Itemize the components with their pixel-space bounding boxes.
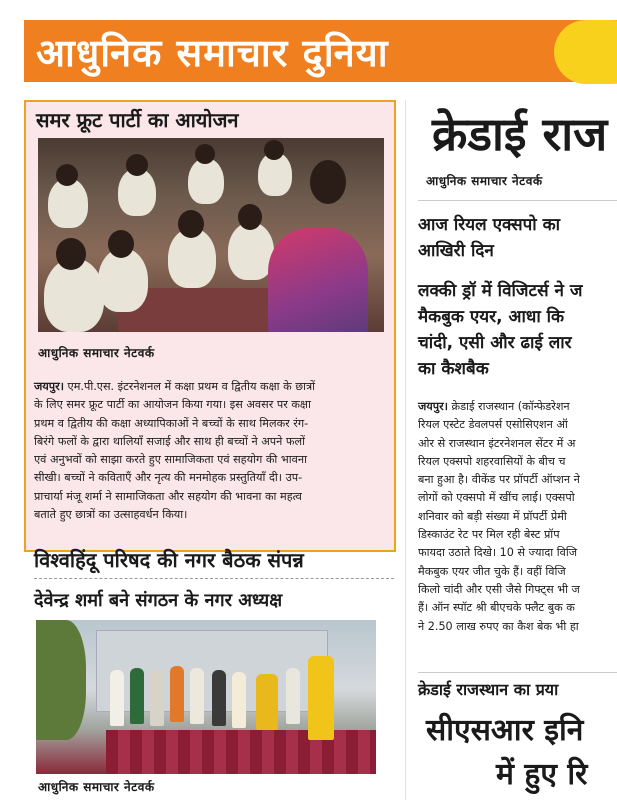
body-line: किलो चांदी और एसी जैसे गिफ्ट्स भी ज xyxy=(418,582,580,596)
body-line: एवं अनुभवों को साझा करते हुए सामाजिकता एवं सहयोग की भावना xyxy=(34,453,307,467)
body-line: रियल एस्टेट डेवलपर्स एसोसिएशन ऑ xyxy=(418,418,568,432)
body-line: ओर से राजस्थान इंटरनेशनल सेंटर में अ xyxy=(418,436,576,450)
body-line: सीखी। बच्चों ने कविताएँ और नृत्य की मनमोहक प्रस्तुतियाँ दी। उप- xyxy=(34,471,303,485)
dateline: जयपुर। xyxy=(418,400,448,413)
lucky-draw-headline xyxy=(418,278,617,382)
vhp-subhead: देवेन्द्र शर्मा बने संगठन के नगर अध्यक्ष xyxy=(34,590,283,611)
divider-rule xyxy=(34,578,394,579)
credai-next-headline: क्रेडाई राजस्थान का प्रया xyxy=(418,680,559,699)
masthead xyxy=(0,0,617,96)
headline-line: मैकबुक एयर, आधा कि xyxy=(418,307,565,327)
photo-child-head xyxy=(56,164,78,186)
headline-line: चांदी, एसी और ढाई लार xyxy=(418,333,572,353)
masthead-title: आधुनिक समाचार दुनिया xyxy=(36,31,389,75)
body-line: के लिए समर फ्रूट पार्टी का आयोजन किया गया। इस अवसर पर कक्षा xyxy=(34,398,311,412)
body-line: प्राचार्या मंजू शर्मा ने सामाजिकता और सहयोग की भावना का महत्व xyxy=(34,489,302,503)
summer-party-photo xyxy=(38,138,384,332)
credai-body xyxy=(418,398,617,636)
photo-child-head xyxy=(178,210,204,238)
body-line: ने 2.50 लाख रुपए का कैश बेक भी हा xyxy=(418,619,579,633)
photo-tree xyxy=(36,620,86,740)
body-line: प्रथम व द्वितीय की कक्षा अध्यापिकाओं ने बच्चों के साथ मिलकर रंग- xyxy=(34,416,309,430)
headline-line: का कैशबैक xyxy=(418,359,489,379)
credai-title: क्रेडाई राज xyxy=(432,107,608,161)
photo-child xyxy=(188,158,224,204)
summer-party-body xyxy=(34,378,392,524)
divider-rule xyxy=(418,200,617,201)
body-line: शनिवार को बड़ी संख्या में प्रॉपर्टी प्रेमी xyxy=(418,509,567,523)
photo-person xyxy=(190,668,204,724)
photo-person xyxy=(110,670,124,726)
photo-child-head xyxy=(56,238,86,270)
photo-person xyxy=(130,668,144,724)
photo-carpet xyxy=(106,730,376,774)
dateline: जयपुर। xyxy=(34,380,64,393)
photo-person xyxy=(256,674,278,730)
body-line: बिरंगे फलों के द्वारा थालियाँ सजाई और साथ ही बच्चों ने अपने फलों xyxy=(34,434,306,448)
summer-party-headline: समर फ्रूट पार्टी का आयोजन xyxy=(36,108,239,132)
masthead-accent-pill xyxy=(554,20,617,84)
vhp-byline: आधुनिक समाचार नेटवर्क xyxy=(38,780,155,794)
body-line: बताते हुए छात्रों का उत्साहवर्धन किया। xyxy=(34,508,188,522)
body-line: बना हुआ है। वीकेंड पर प्रॉपर्टी ऑप्शन ने xyxy=(418,473,580,487)
photo-person xyxy=(212,670,226,726)
body-line: मैकबुक एयर जीत चुके हैं। वहीं विजि xyxy=(418,564,566,578)
body-line: जयपुर। क्रेडाई राजस्थान (कॉन्फेडरेशन xyxy=(418,400,570,413)
photo-child-head xyxy=(126,154,148,176)
photo-teacher-head xyxy=(310,160,346,204)
photo-child-head xyxy=(264,140,284,160)
photo-person xyxy=(150,670,164,726)
column-divider xyxy=(405,100,406,800)
headline-line: आखिरी दिन xyxy=(418,241,494,261)
body-line: जयपुर। एम.पी.एस. इंटरनेशनल में कक्षा प्रथम व द्वितीय कक्षा के छात्रों xyxy=(34,380,316,393)
photo-child-head xyxy=(238,204,262,230)
vhp-headline: विश्वहिंदू परिषद की नगर बैठक संपन्न xyxy=(34,548,304,572)
photo-teacher xyxy=(268,228,368,332)
photo-person xyxy=(308,656,334,740)
photo-person xyxy=(286,668,300,724)
headline-line: आज रियल एक्सपो का xyxy=(418,215,561,235)
csr-headline-line1: सीएसआर इनि xyxy=(426,713,584,748)
divider-rule xyxy=(418,672,617,673)
csr-headline-line2: में हुए रि xyxy=(496,757,588,792)
photo-person xyxy=(170,666,184,722)
summer-party-byline: आधुनिक समाचार नेटवर्क xyxy=(38,346,155,360)
expo-headline xyxy=(418,212,617,264)
body-line: रियल एक्सपो शहरवासियों के बीच च xyxy=(418,454,566,468)
photo-child-head xyxy=(108,230,134,258)
photo-child-head xyxy=(195,144,215,164)
vhp-meeting-photo xyxy=(36,620,376,774)
body-line: डिस्काउंट रेट पर मिल रही बेस्ट प्रॉप xyxy=(418,528,560,542)
body-line: हैं। ऑन स्पॉट श्री बीएचके फ्लैट बुक क xyxy=(418,601,575,615)
body-line: लोगों को एक्सपो में खींच लाई। एक्सपो xyxy=(418,491,575,505)
body-line: फायदा उठाते दिखे। 10 से ज्यादा विजि xyxy=(418,546,578,560)
credai-byline: आधुनिक समाचार नेटवर्क xyxy=(426,174,543,188)
headline-line: लक्की ड्रॉ में विजिटर्स ने ज xyxy=(418,281,583,301)
photo-person xyxy=(232,672,246,728)
